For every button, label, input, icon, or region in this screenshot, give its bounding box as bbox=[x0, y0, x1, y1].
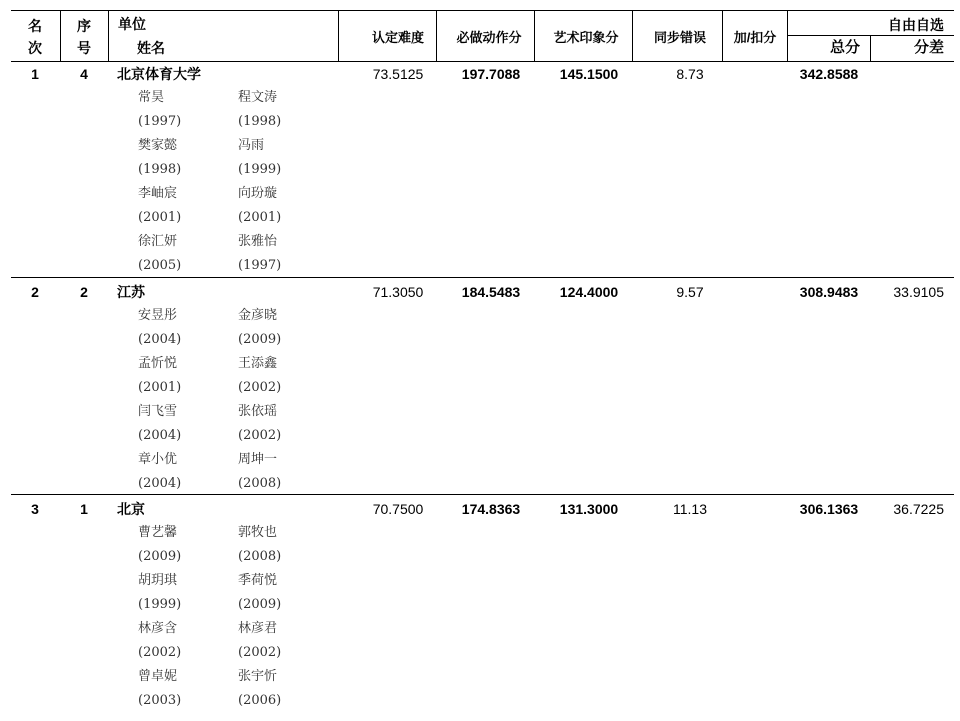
difficulty-cell: 73.5125 bbox=[372, 66, 424, 82]
member-birth-year: (2001) bbox=[138, 380, 182, 395]
difficulty-header: 认定难度 bbox=[371, 30, 425, 45]
header-top-rule bbox=[11, 10, 954, 11]
member-birth-year: (2002) bbox=[138, 645, 182, 660]
member-name: 樊家懿 bbox=[138, 138, 178, 153]
member-name: 章小优 bbox=[138, 452, 178, 467]
sync-cell: 8.73 bbox=[676, 66, 704, 82]
member-name: 周坤一 bbox=[238, 452, 278, 467]
compulsory-header: 必做动作分 bbox=[456, 30, 522, 45]
header-bottom-rule bbox=[11, 61, 954, 62]
sync-cell: 9.57 bbox=[676, 284, 704, 300]
total-cell: 306.1363 bbox=[799, 501, 859, 517]
artistic-header: 艺术印象分 bbox=[553, 30, 619, 45]
member-birth-year: (2001) bbox=[138, 210, 182, 225]
rank-header-bottom: 次 bbox=[28, 40, 42, 56]
member-name: 王添鑫 bbox=[238, 356, 278, 371]
artistic-cell: 145.1500 bbox=[559, 66, 619, 82]
group-header: 自由自选 bbox=[888, 17, 944, 33]
member-birth-year: (1998) bbox=[238, 114, 282, 129]
seq-cell: 1 bbox=[80, 501, 88, 517]
member-birth-year: (1997) bbox=[238, 258, 282, 273]
member-name: 张雅怡 bbox=[238, 234, 278, 249]
divider bbox=[870, 36, 871, 61]
divider bbox=[632, 10, 633, 61]
member-name: 金彦晓 bbox=[238, 308, 278, 323]
compulsory-cell: 174.8363 bbox=[461, 501, 521, 517]
table-row bbox=[0, 66, 960, 276]
seq-header-bottom: 号 bbox=[77, 40, 91, 56]
seq-cell: 4 bbox=[80, 66, 88, 82]
member-name: 张宇忻 bbox=[238, 669, 278, 684]
name-header: 姓名 bbox=[137, 40, 165, 56]
member-birth-year: (2008) bbox=[238, 549, 282, 564]
member-birth-year: (2009) bbox=[238, 332, 282, 347]
member-birth-year: (2009) bbox=[238, 597, 282, 612]
member-birth-year: (2001) bbox=[238, 210, 282, 225]
unit-header: 单位 bbox=[118, 16, 146, 32]
member-name: 孟忻悦 bbox=[138, 356, 178, 371]
unit-name: 北京 bbox=[117, 501, 145, 517]
difficulty-cell: 70.7500 bbox=[372, 501, 424, 517]
member-birth-year: (2004) bbox=[138, 476, 182, 491]
member-name: 程文涛 bbox=[238, 90, 278, 105]
compulsory-cell: 184.5483 bbox=[461, 284, 521, 300]
bonus-header: 加/扣分 bbox=[733, 30, 777, 45]
rank-cell: 3 bbox=[31, 501, 39, 517]
gap-header: 分差 bbox=[913, 39, 944, 56]
member-name: 季荷悦 bbox=[238, 573, 278, 588]
member-name: 冯雨 bbox=[238, 138, 265, 153]
table-row bbox=[0, 284, 960, 494]
row-divider bbox=[11, 277, 954, 278]
member-birth-year: (1999) bbox=[238, 162, 282, 177]
member-birth-year: (2006) bbox=[238, 693, 282, 708]
divider bbox=[436, 10, 437, 61]
sync-errors-header: 同步错误 bbox=[653, 30, 707, 45]
member-name: 安昱彤 bbox=[138, 308, 178, 323]
rank-cell: 2 bbox=[31, 284, 39, 300]
total-cell: 308.9483 bbox=[799, 284, 859, 300]
member-birth-year: (2002) bbox=[238, 380, 282, 395]
divider bbox=[60, 10, 61, 61]
member-birth-year: (2004) bbox=[138, 428, 182, 443]
member-name: 李岫宸 bbox=[138, 186, 178, 201]
member-name: 常昊 bbox=[138, 90, 165, 105]
member-birth-year: (2002) bbox=[238, 645, 282, 660]
unit-name: 江苏 bbox=[117, 284, 145, 300]
total-cell: 342.8588 bbox=[799, 66, 859, 82]
table-row bbox=[0, 501, 960, 711]
member-name: 林彦君 bbox=[238, 621, 278, 636]
unit-name: 北京体育大学 bbox=[117, 66, 201, 82]
row-divider bbox=[11, 494, 954, 495]
member-name: 闫飞雪 bbox=[138, 404, 178, 419]
member-birth-year: (1997) bbox=[138, 114, 182, 129]
member-birth-year: (2008) bbox=[238, 476, 282, 491]
member-name: 曾卓妮 bbox=[138, 669, 178, 684]
member-name: 张依瑶 bbox=[238, 404, 278, 419]
difficulty-cell: 71.3050 bbox=[372, 284, 424, 300]
group-subrule bbox=[787, 35, 954, 36]
member-name: 曹艺馨 bbox=[138, 525, 178, 540]
divider bbox=[338, 10, 339, 61]
member-name: 徐汇妍 bbox=[138, 234, 178, 249]
member-name: 向玢璇 bbox=[238, 186, 278, 201]
divider bbox=[108, 10, 109, 61]
table-header bbox=[0, 0, 960, 62]
artistic-cell: 124.4000 bbox=[559, 284, 619, 300]
seq-cell: 2 bbox=[80, 284, 88, 300]
member-name: 郭牧也 bbox=[238, 525, 278, 540]
member-name: 胡玥琪 bbox=[138, 573, 178, 588]
divider bbox=[534, 10, 535, 61]
seq-header-top: 序 bbox=[77, 18, 91, 34]
divider bbox=[722, 10, 723, 61]
compulsory-cell: 197.7088 bbox=[461, 66, 521, 82]
member-birth-year: (2003) bbox=[138, 693, 182, 708]
total-header: 总分 bbox=[829, 39, 860, 56]
artistic-cell: 131.3000 bbox=[559, 501, 619, 517]
member-birth-year: (1999) bbox=[138, 597, 182, 612]
member-birth-year: (2009) bbox=[138, 549, 182, 564]
member-birth-year: (2004) bbox=[138, 332, 182, 347]
member-birth-year: (2002) bbox=[238, 428, 282, 443]
rank-cell: 1 bbox=[31, 66, 39, 82]
gap-cell: 36.7225 bbox=[893, 501, 944, 517]
member-name: 林彦含 bbox=[138, 621, 178, 636]
member-birth-year: (2005) bbox=[138, 258, 182, 273]
gap-cell: 33.9105 bbox=[893, 284, 944, 300]
sync-cell: 11.13 bbox=[673, 501, 707, 517]
member-birth-year: (1998) bbox=[138, 162, 182, 177]
rank-header-top: 名 bbox=[28, 18, 42, 34]
